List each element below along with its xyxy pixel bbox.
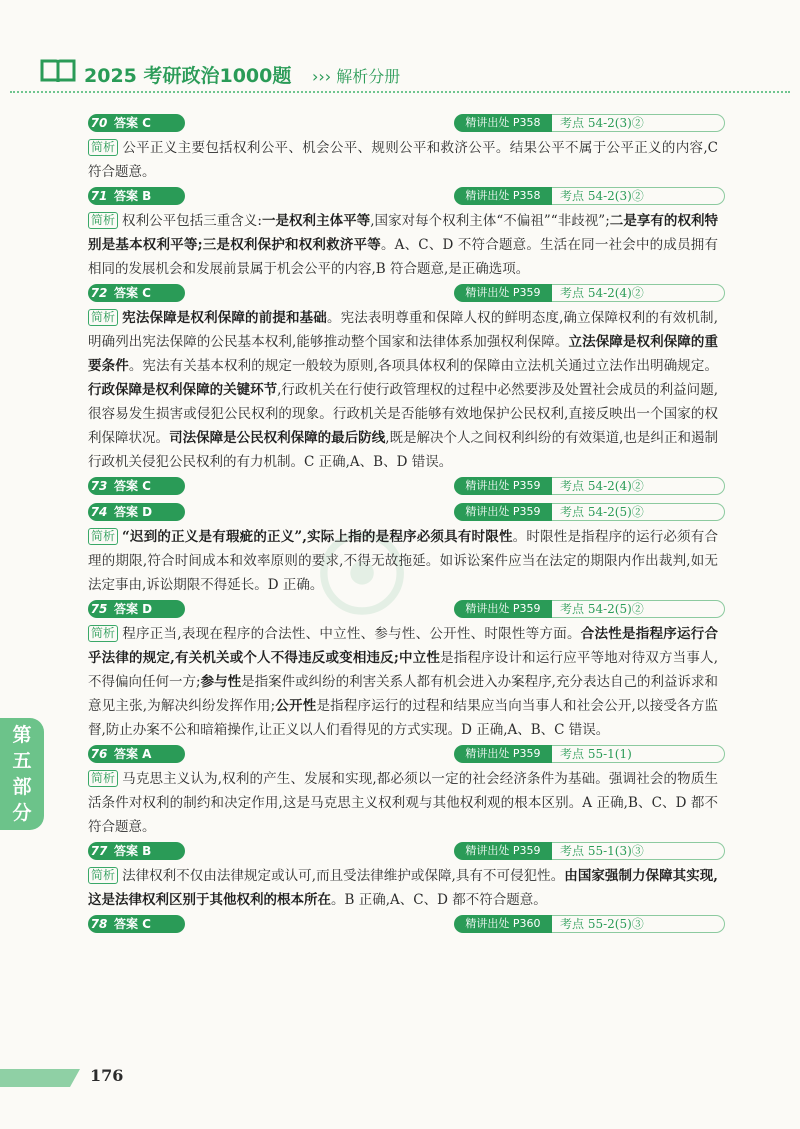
analysis-text: 程序正当,表现在程序的合法性、中立性、参与性、公开性、时限性等方面。 (122, 626, 581, 642)
question-header (88, 283, 718, 304)
analysis-text: ,既是解决个人之间权利纠纷的有效渠道,也是纠正和遏制行政机关侵犯公民权利的有力机制。C 正确,A、B、D 错误。 (88, 430, 719, 470)
analysis-tag: 简析 (88, 770, 118, 787)
part-tab-char: 分 (12, 802, 32, 824)
exam-point-label: 考点 54-2(4)② (552, 477, 725, 495)
answer-label: 答案 D (110, 600, 185, 618)
reference-label: 精讲出处 P359 (454, 745, 552, 763)
analysis-text: 权利公平包括三重含义: (122, 213, 262, 229)
question-header (88, 476, 718, 497)
question-header (88, 914, 718, 935)
analysis-text: 是指案件或纠纷的利害关系人都有机会进入办案程序,充分表达自己的利益诉求和意见主张,为解决纠纷发挥作用; (88, 674, 718, 714)
analysis-emphasis: 公开性 (275, 698, 317, 714)
question-number: 73 (88, 477, 110, 495)
book-subtitle: ››› 解析分册 (312, 67, 401, 86)
exam-point-label: 考点 54-2(3)② (552, 114, 725, 132)
reference-label: 精讲出处 P359 (454, 503, 552, 521)
question-header (88, 113, 718, 134)
exam-point-label: 考点 54-2(5)② (552, 503, 725, 521)
exam-point-label: 考点 55-2(5)③ (552, 915, 725, 933)
header-divider (10, 91, 790, 93)
exam-point-label: 考点 55-1(3)③ (552, 842, 725, 860)
question-number: 76 (88, 745, 110, 763)
analysis-text: 。宪法有关基本权利的规定一般较为原则,各项具体权利的保障由立法机关通过立法作出明确规定。 (128, 358, 718, 374)
reference-label: 精讲出处 P359 (454, 477, 552, 495)
part-tab-char: 五 (12, 750, 32, 772)
footer-band (0, 1067, 100, 1089)
analysis-emphasis: 合法性是指程序运行合乎法律的规定,有关机关或个人不得违反或变相违反;中立性 (88, 626, 719, 666)
analysis-text: 。时限性是指程序的运行必须有合理的期限,符合时间成本和效率原则的要求,不得无故拖延。如诉讼案件应当在法定的期限内作出裁判,如无法定事由,诉讼期限不得延长。D 正确。 (88, 529, 719, 593)
analysis-emphasis: 宪法保障是权利保障的前提和基础 (122, 310, 327, 326)
page-header (0, 0, 800, 92)
analysis-tag: 简析 (88, 625, 118, 642)
question-header (88, 502, 718, 523)
spacer (88, 935, 718, 940)
analysis-text: 。A、C、D 不符合题意。生活在同一社会中的成员拥有相同的发展机会和发展前景属于机会公平的内容,B 符合题意,是正确选项。 (88, 237, 718, 277)
question-number: 75 (88, 600, 110, 618)
part-tab-char: 第 (12, 724, 32, 746)
analysis-text: 法律权利不仅由法律规定或认可,而且受法律维护或保障,具有不可侵犯性。 (122, 868, 565, 884)
part-tab-label (0, 722, 44, 826)
answer-label: 答案 D (110, 503, 185, 521)
analysis-paragraph (88, 767, 718, 839)
exam-point-label: 考点 54-2(3)② (552, 187, 725, 205)
analysis-paragraph (88, 209, 718, 281)
analysis-text: 马克思主义认为,权利的产生、发展和实现,都必须以一定的社会经济条件为基础。强调社会的物质生活条件对权利的制约和决定作用,这是马克思主义权利观与其他权利观的根本区别。A 正确,B、C、D 都不符合题意。 (88, 771, 718, 835)
analysis-emphasis: 行政保障是权利保障的关键环节 (88, 382, 278, 398)
analysis-emphasis: 立法保障是权利保障的重要条件 (88, 334, 719, 374)
analysis-emphasis: 参与性 (200, 674, 242, 690)
analysis-emphasis: “迟到的正义是有瑕疵的正义”,实际上指的是程序必须具有时限性 (122, 529, 513, 545)
analysis-text: 。B 正确,A、C、D 都不符合题意。 (331, 892, 547, 908)
analysis-paragraph (88, 306, 718, 474)
book-icon (40, 58, 76, 84)
question-header (88, 841, 718, 862)
part-tab-char: 部 (12, 776, 32, 798)
analysis-emphasis: 二是享有的权利特别是基本权利平等;三是权利保护和权利救济平等 (88, 213, 719, 253)
analysis-text: ,国家对每个权利主体“不偏祖”“非歧视”; (370, 213, 610, 229)
analysis-tag: 简析 (88, 528, 118, 545)
analysis-text: 公平正义主要包括权利公平、机会公平、规则公平和救济公平。结果公平不属于公平正义的内容,C 符合题意。 (88, 140, 718, 180)
analysis-paragraph (88, 622, 718, 742)
analysis-emphasis: 一是权利主体平等 (261, 213, 371, 229)
question-number: 70 (88, 114, 110, 132)
answer-label: 答案 C (110, 284, 185, 302)
answer-label: 答案 C (110, 915, 185, 933)
answer-label: 答案 C (110, 477, 185, 495)
analysis-text: 。宪法表明尊重和保障人权的鲜明态度,确立保障权利的有效机制,明确列出宪法保障的公民基本权利,能够推动整个国家和法律体系加强权利保障。 (88, 310, 718, 350)
watermark-logo: ☉ (312, 510, 412, 639)
analysis-emphasis: 由国家强制力保障其实现,这是法律权利区别于其他权利的根本所在 (88, 868, 718, 908)
analysis-text: ,行政机关在行使行政管理权的过程中必然要涉及处置社会成员的利益问题,很容易发生损害或侵犯公民权利的现象。行政机关是否能够有效地保护公民权利,直接反映出一个国家的权利保障状况。 (88, 382, 718, 446)
answer-label: 答案 C (110, 114, 185, 132)
exam-point-label: 考点 54-2(4)② (552, 284, 725, 302)
reference-label: 精讲出处 P359 (454, 600, 552, 618)
exam-point-label: 考点 54-2(5)② (552, 600, 725, 618)
answer-list (88, 113, 718, 940)
question-number: 74 (88, 503, 110, 521)
part-tab (0, 718, 44, 830)
analysis-emphasis: 司法保障是公民权利保障的最后防线 (169, 430, 386, 446)
reference-label: 精讲出处 P358 (454, 187, 552, 205)
reference-label: 精讲出处 P359 (454, 842, 552, 860)
question-number: 77 (88, 842, 110, 860)
reference-label: 精讲出处 P360 (454, 915, 552, 933)
question-number: 72 (88, 284, 110, 302)
analysis-tag: 简析 (88, 309, 118, 326)
reference-label: 精讲出处 P359 (454, 284, 552, 302)
question-header (88, 599, 718, 620)
question-header (88, 186, 718, 207)
analysis-text: 是指程序设计和运行应平等地对待双方当事人,不得偏向任何一方; (88, 650, 718, 690)
book-title: 2025 考研政治1000题 (84, 65, 292, 87)
analysis-paragraph (88, 864, 718, 912)
analysis-tag: 简析 (88, 867, 118, 884)
exam-point-label: 考点 55-1(1) (552, 745, 725, 763)
analysis-tag: 简析 (88, 139, 118, 156)
reference-label: 精讲出处 P358 (454, 114, 552, 132)
page-number: 176 (90, 1066, 124, 1085)
answer-label: 答案 B (110, 187, 185, 205)
analysis-paragraph (88, 525, 718, 597)
analysis-paragraph (88, 136, 718, 184)
question-header (88, 744, 718, 765)
answer-label: 答案 A (110, 745, 185, 763)
analysis-tag: 简析 (88, 212, 118, 229)
answer-label: 答案 B (110, 842, 185, 860)
analysis-text: 是指程序运行的过程和结果应当向当事人和社会公开,以接受各方监督,防止办案不公和暗箱操作,让正义以人们看得见的方式实现。D 正确,A、B、C 错误。 (88, 698, 719, 738)
question-number: 71 (88, 187, 110, 205)
question-number: 78 (88, 915, 110, 933)
